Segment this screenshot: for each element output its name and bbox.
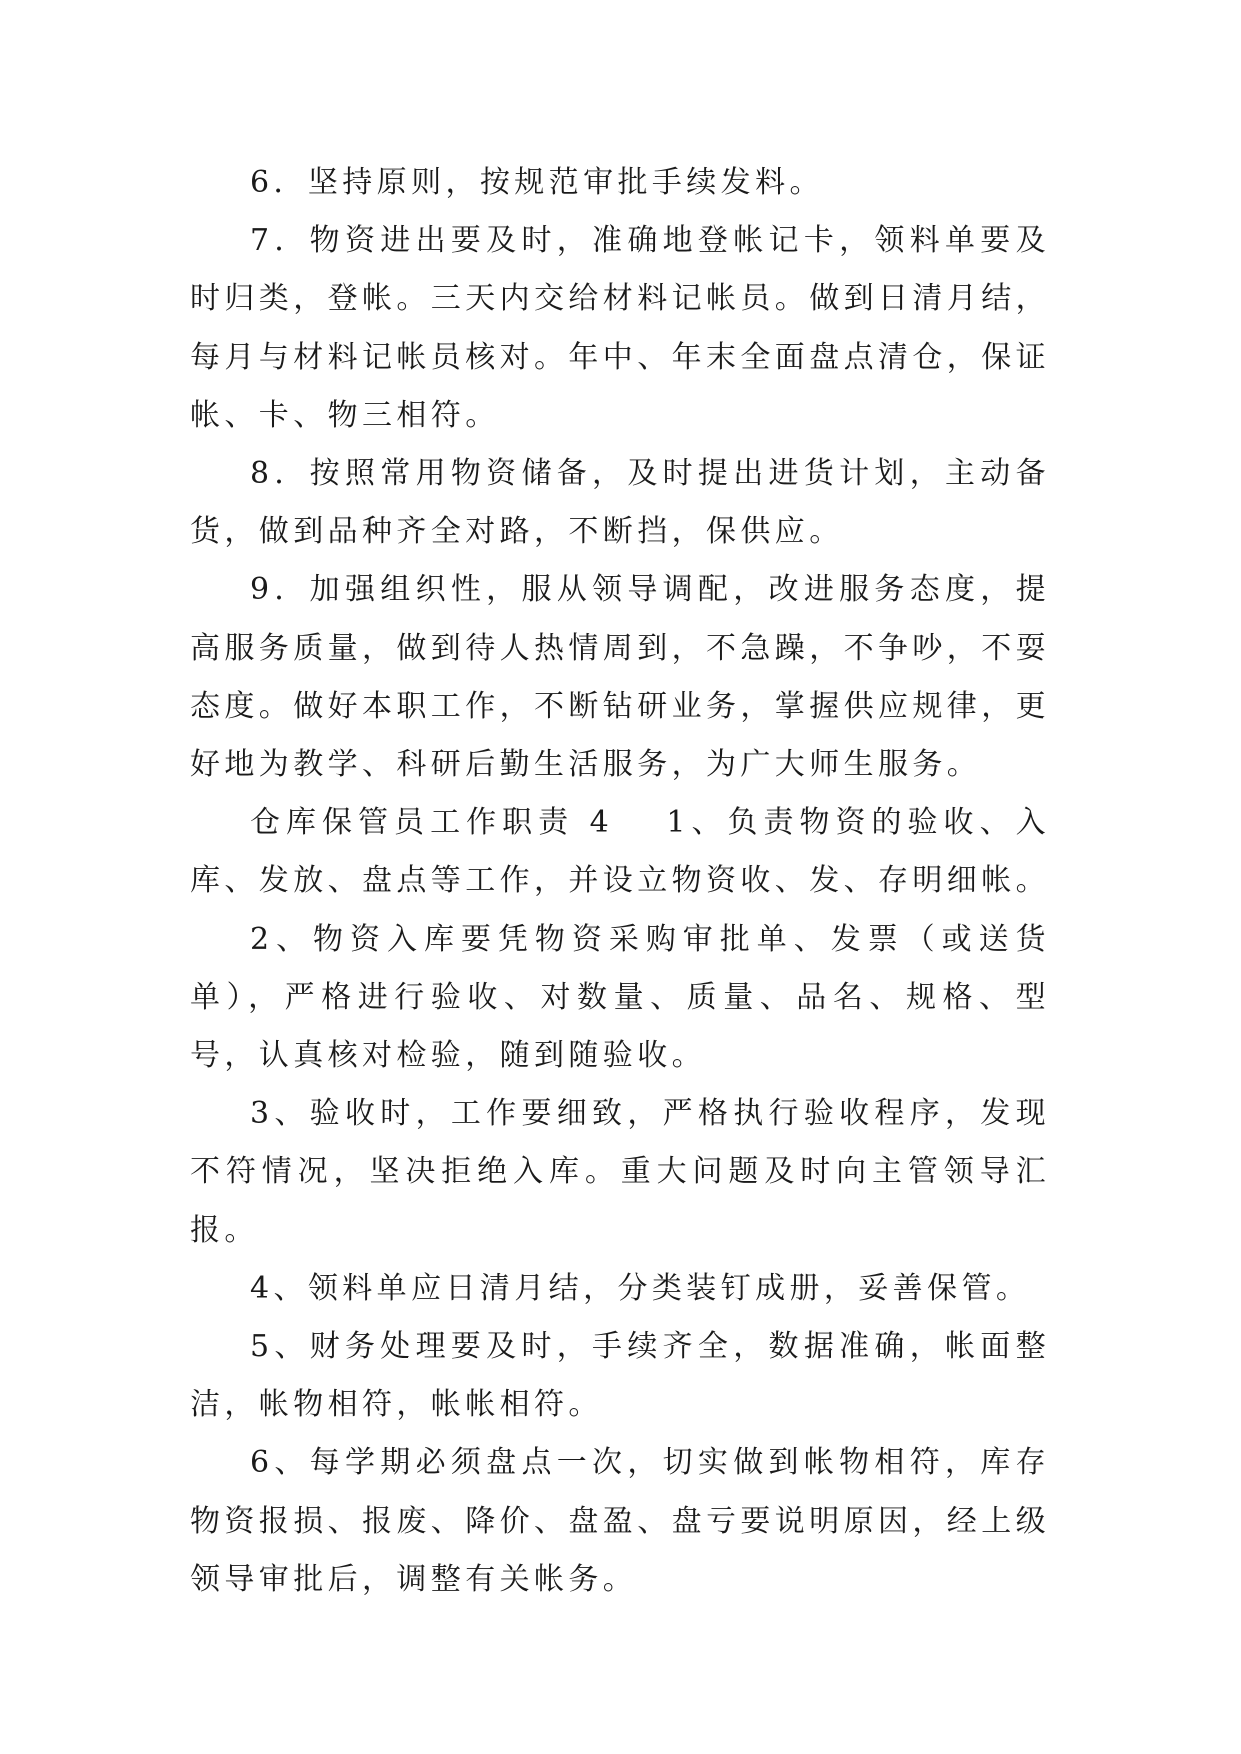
paragraph-duty-4: 4、领料单应日清月结，分类装钉成册，妥善保管。	[250, 1270, 1031, 1306]
paragraph-item-7: 7．物资进出要及时，准确地登帐记卡，领料单要及时归类，登帐。三天内交给材料记帐员。做到日清月结，每月与材料记帐员核对。年中、年末全面盘点清仓，保证帐、卡、物三相符。	[190, 223, 1050, 433]
paragraph-duty-2: 2、物资入库要凭物资采购审批单、发票（或送货单），严格进行验收、对数量、质量、品名、规格、型号，认真核对检验，随到随验收。	[190, 921, 1050, 1074]
paragraph-item-9: 9．加强组织性，服从领导调配，改进服务态度，提高服务质量，做到待人热情周到，不急躁，不争吵，不耍态度。做好本职工作，不断钻研业务，掌握供应规律，更好地为教学、科研后勤生活服务，为广大师生服务。	[190, 572, 1050, 783]
document-body	[190, 154, 1050, 1609]
paragraph-item-6: 6．坚持原则，按规范审批手续发料。	[250, 165, 824, 200]
paragraph-duty-6: 6、每学期必须盘点一次，切实做到帐物相符，库存物资报损、报废、降价、盘盈、盘亏要说明原因，经上级领导审批后，调整有关帐务。	[190, 1445, 1050, 1597]
paragraph-item-8: 8．按照常用物资储备，及时提出进货计划，主动备货，做到品种齐全对路，不断挡，保供应。	[190, 456, 1050, 550]
paragraph-section-heading: 仓库保管员工作职责 4 1、负责物资的验收、入库、发放、盘点等工作，并设立物资收、发、存明细帐。	[190, 805, 1050, 899]
paragraph-duty-3: 3、验收时，工作要细致，严格执行验收程序，发现不符情况，坚决拒绝入库。重大问题及时向主管领导汇报。	[190, 1096, 1050, 1248]
paragraph-duty-5: 5、财务处理要及时，手续齐全，数据准确，帐面整洁，帐物相符，帐帐相符。	[190, 1329, 1050, 1423]
